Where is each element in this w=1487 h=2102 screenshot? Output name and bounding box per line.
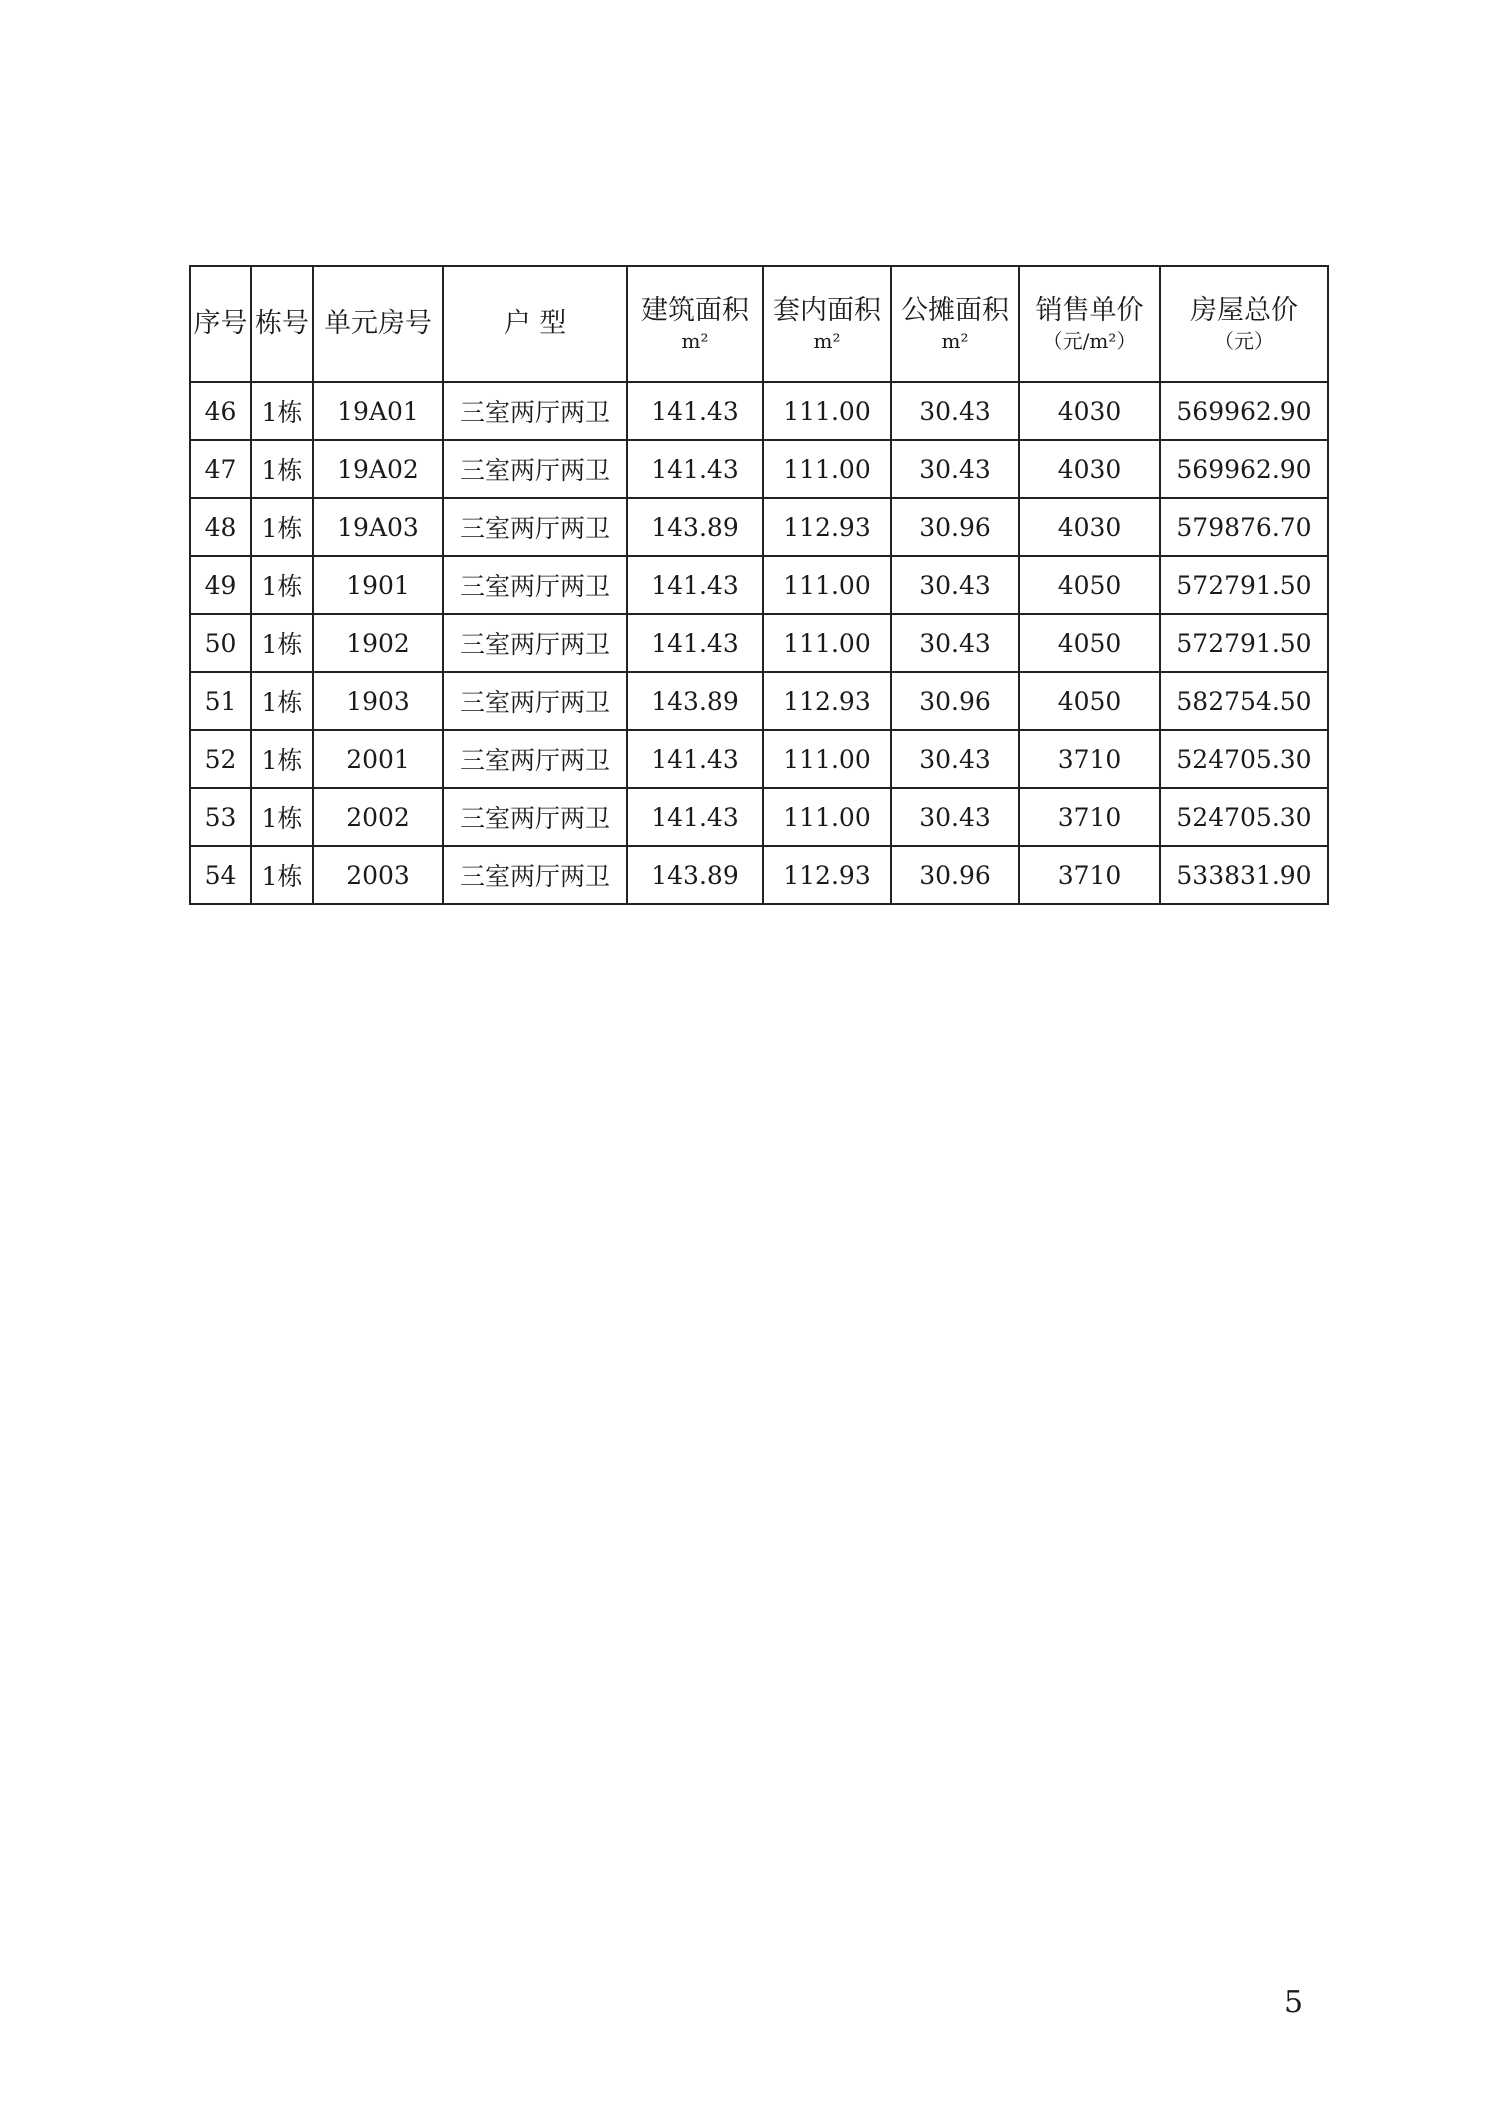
table-cell: 112.93 bbox=[763, 672, 891, 730]
column-header bbox=[1160, 266, 1328, 382]
column-header bbox=[251, 266, 313, 382]
column-header bbox=[190, 266, 251, 382]
table-cell: 1栋 bbox=[251, 846, 313, 904]
column-header-unit: （元/m²） bbox=[1042, 329, 1137, 353]
table-cell: 111.00 bbox=[763, 788, 891, 846]
table-cell: 141.43 bbox=[627, 440, 763, 498]
column-header bbox=[1019, 266, 1160, 382]
table-cell: 112.93 bbox=[763, 498, 891, 556]
table-cell: 533831.90 bbox=[1160, 846, 1328, 904]
table-row bbox=[190, 788, 1328, 846]
table-cell: 2002 bbox=[313, 788, 443, 846]
table-row bbox=[190, 614, 1328, 672]
table-row bbox=[190, 730, 1328, 788]
table-cell: 三室两厅两卫 bbox=[443, 498, 627, 556]
column-header bbox=[443, 266, 627, 382]
table-cell: 143.89 bbox=[627, 672, 763, 730]
housing-price-table bbox=[189, 265, 1329, 905]
table-cell: 1栋 bbox=[251, 730, 313, 788]
table-row bbox=[190, 556, 1328, 614]
table-cell: 30.43 bbox=[891, 440, 1019, 498]
column-header-unit: m² bbox=[941, 329, 969, 353]
table-cell: 3710 bbox=[1019, 846, 1160, 904]
table-cell: 三室两厅两卫 bbox=[443, 614, 627, 672]
table-cell: 141.43 bbox=[627, 382, 763, 440]
table-cell: 1903 bbox=[313, 672, 443, 730]
table-cell: 111.00 bbox=[763, 730, 891, 788]
table-cell: 49 bbox=[190, 556, 251, 614]
table-cell: 1栋 bbox=[251, 788, 313, 846]
table-cell: 19A02 bbox=[313, 440, 443, 498]
table-cell: 524705.30 bbox=[1160, 730, 1328, 788]
page-number: 5 bbox=[1284, 1985, 1304, 2020]
table-cell: 579876.70 bbox=[1160, 498, 1328, 556]
column-header-label: 户 型 bbox=[503, 308, 567, 339]
table-cell: 53 bbox=[190, 788, 251, 846]
table-cell: 46 bbox=[190, 382, 251, 440]
table-cell: 112.93 bbox=[763, 846, 891, 904]
table-cell: 111.00 bbox=[763, 382, 891, 440]
table-row bbox=[190, 672, 1328, 730]
table-cell: 1栋 bbox=[251, 382, 313, 440]
table-cell: 50 bbox=[190, 614, 251, 672]
table-cell: 三室两厅两卫 bbox=[443, 788, 627, 846]
table-cell: 569962.90 bbox=[1160, 382, 1328, 440]
table-cell: 141.43 bbox=[627, 788, 763, 846]
table-cell: 1栋 bbox=[251, 440, 313, 498]
table-cell: 569962.90 bbox=[1160, 440, 1328, 498]
column-header-label: 销售单价 bbox=[1035, 295, 1144, 326]
table-cell: 三室两厅两卫 bbox=[443, 846, 627, 904]
table-cell: 143.89 bbox=[627, 846, 763, 904]
column-header-unit: m² bbox=[813, 329, 841, 353]
table-cell: 30.43 bbox=[891, 556, 1019, 614]
column-header bbox=[891, 266, 1019, 382]
table-cell: 3710 bbox=[1019, 730, 1160, 788]
table-cell: 4050 bbox=[1019, 614, 1160, 672]
table-cell: 30.96 bbox=[891, 846, 1019, 904]
table-cell: 30.43 bbox=[891, 730, 1019, 788]
table-cell: 48 bbox=[190, 498, 251, 556]
table-cell: 30.96 bbox=[891, 498, 1019, 556]
table-cell: 三室两厅两卫 bbox=[443, 382, 627, 440]
table-row bbox=[190, 498, 1328, 556]
column-header bbox=[763, 266, 891, 382]
table-cell: 141.43 bbox=[627, 614, 763, 672]
table-row bbox=[190, 382, 1328, 440]
column-header-unit: m² bbox=[681, 329, 709, 353]
column-header-unit: （元） bbox=[1214, 329, 1274, 353]
column-header-label: 序号 bbox=[193, 308, 248, 339]
table-cell: 3710 bbox=[1019, 788, 1160, 846]
column-header-label: 房屋总价 bbox=[1190, 295, 1298, 326]
table-cell: 51 bbox=[190, 672, 251, 730]
table-cell: 2003 bbox=[313, 846, 443, 904]
table-cell: 4030 bbox=[1019, 382, 1160, 440]
table-cell: 1栋 bbox=[251, 614, 313, 672]
table-header-row bbox=[190, 266, 1328, 382]
table-cell: 47 bbox=[190, 440, 251, 498]
table-cell: 572791.50 bbox=[1160, 614, 1328, 672]
table-cell: 111.00 bbox=[763, 614, 891, 672]
column-header bbox=[627, 266, 763, 382]
table-cell: 4050 bbox=[1019, 672, 1160, 730]
table-cell: 141.43 bbox=[627, 556, 763, 614]
table-cell: 30.43 bbox=[891, 788, 1019, 846]
table-cell: 三室两厅两卫 bbox=[443, 556, 627, 614]
table-cell: 143.89 bbox=[627, 498, 763, 556]
table-row bbox=[190, 440, 1328, 498]
column-header-label: 建筑面积 bbox=[641, 295, 749, 326]
table-cell: 572791.50 bbox=[1160, 556, 1328, 614]
table-cell: 30.43 bbox=[891, 382, 1019, 440]
table-cell: 1902 bbox=[313, 614, 443, 672]
column-header-label: 栋号 bbox=[255, 308, 309, 339]
table-row bbox=[190, 846, 1328, 904]
table-cell: 54 bbox=[190, 846, 251, 904]
table-cell: 30.96 bbox=[891, 672, 1019, 730]
table-cell: 1栋 bbox=[251, 672, 313, 730]
table-cell: 4030 bbox=[1019, 498, 1160, 556]
table-cell: 141.43 bbox=[627, 730, 763, 788]
column-header-label: 公摊面积 bbox=[901, 295, 1009, 326]
table-cell: 111.00 bbox=[763, 556, 891, 614]
table-cell: 2001 bbox=[313, 730, 443, 788]
table-cell: 三室两厅两卫 bbox=[443, 672, 627, 730]
table-cell: 4030 bbox=[1019, 440, 1160, 498]
table-cell: 1栋 bbox=[251, 556, 313, 614]
table-body bbox=[190, 382, 1328, 904]
table-cell: 4050 bbox=[1019, 556, 1160, 614]
table-cell: 52 bbox=[190, 730, 251, 788]
table-cell: 111.00 bbox=[763, 440, 891, 498]
column-header-label: 套内面积 bbox=[773, 295, 881, 326]
table-cell: 1901 bbox=[313, 556, 443, 614]
table-cell: 1栋 bbox=[251, 498, 313, 556]
table-cell: 三室两厅两卫 bbox=[443, 440, 627, 498]
table-cell: 582754.50 bbox=[1160, 672, 1328, 730]
table-cell: 30.43 bbox=[891, 614, 1019, 672]
table-cell: 19A01 bbox=[313, 382, 443, 440]
table-cell: 三室两厅两卫 bbox=[443, 730, 627, 788]
column-header bbox=[313, 266, 443, 382]
table-cell: 524705.30 bbox=[1160, 788, 1328, 846]
table-cell: 19A03 bbox=[313, 498, 443, 556]
column-header-label: 单元房号 bbox=[324, 308, 432, 339]
